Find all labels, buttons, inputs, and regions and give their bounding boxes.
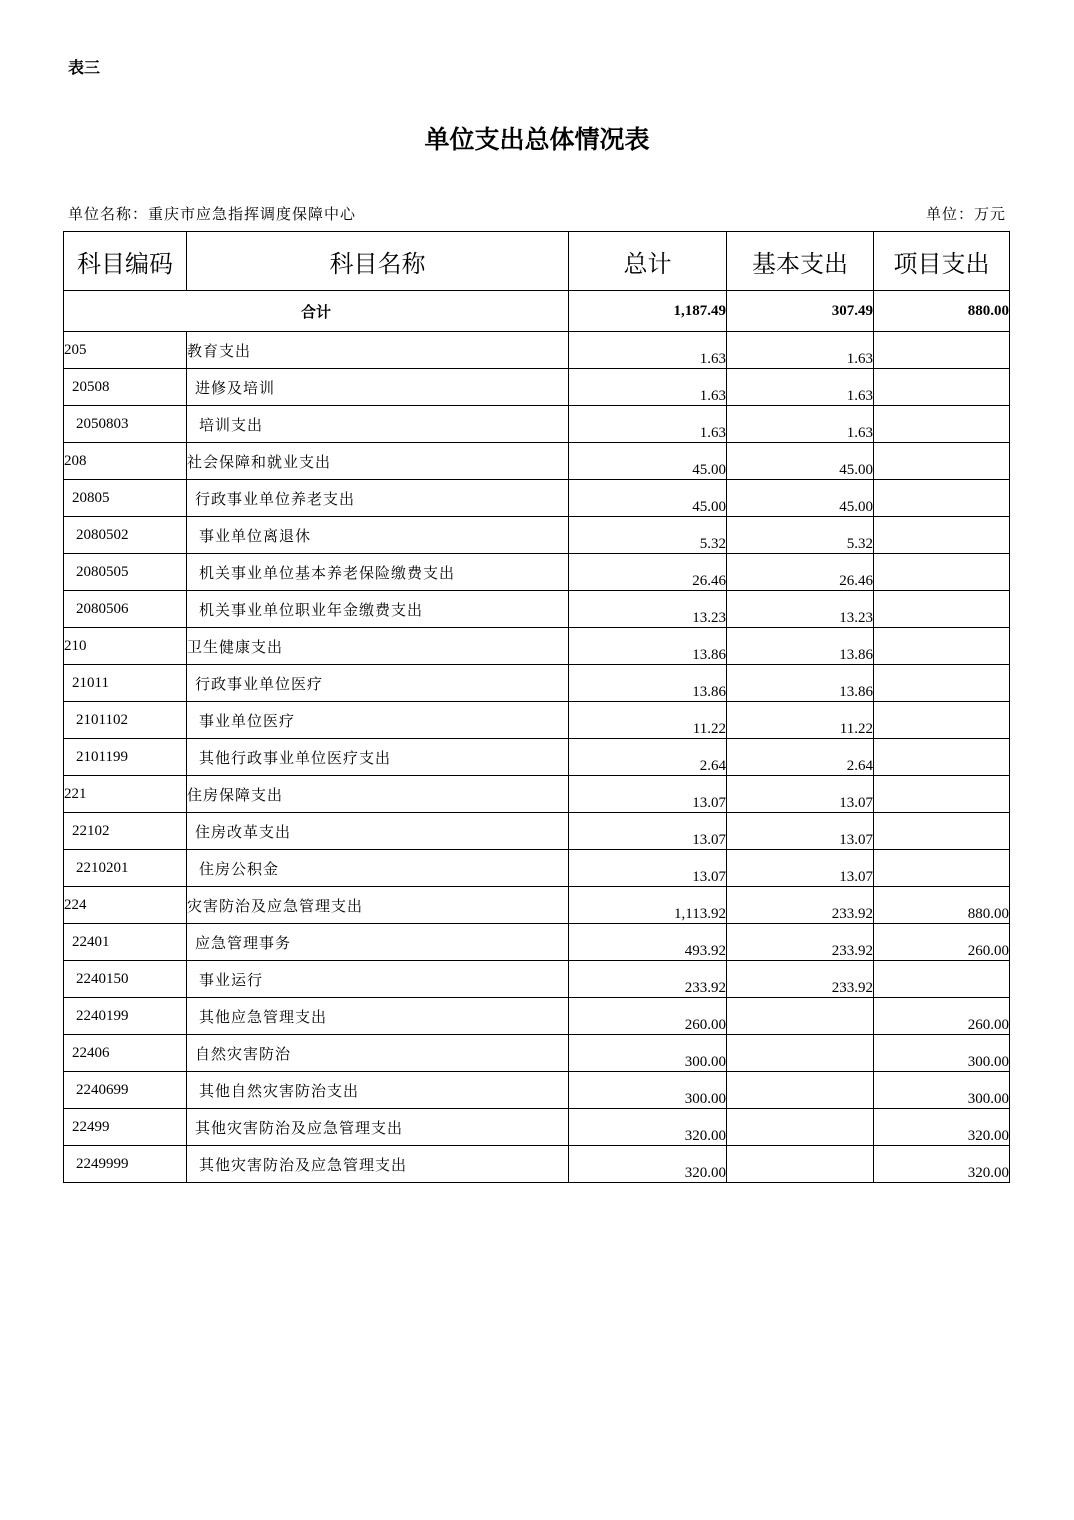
column-header-code: 科目编码	[64, 232, 187, 291]
row-total: 45.00	[569, 480, 727, 517]
row-project: 320.00	[874, 1109, 1010, 1146]
row-total: 13.23	[569, 591, 727, 628]
row-name: 其他应急管理支出	[187, 998, 569, 1035]
unit-label: 单位：万元	[925, 205, 1006, 223]
row-basic	[727, 1109, 874, 1146]
row-total: 1.63	[569, 369, 727, 406]
table-row	[64, 998, 1010, 1035]
row-basic: 26.46	[727, 554, 874, 591]
row-name: 培训支出	[187, 406, 569, 443]
row-total: 13.07	[569, 850, 727, 887]
row-code: 20805	[64, 480, 187, 517]
table-row	[64, 739, 1010, 776]
row-name: 事业运行	[187, 961, 569, 998]
row-basic: 45.00	[727, 480, 874, 517]
row-total: 26.46	[569, 554, 727, 591]
row-total: 2.64	[569, 739, 727, 776]
row-project	[874, 443, 1010, 480]
row-name: 教育支出	[187, 332, 569, 369]
row-name: 其他灾害防治及应急管理支出	[187, 1109, 569, 1146]
row-project: 880.00	[874, 887, 1010, 924]
row-code: 224	[64, 887, 187, 924]
row-basic: 45.00	[727, 443, 874, 480]
row-code: 22499	[64, 1109, 187, 1146]
table-row	[64, 628, 1010, 665]
column-header-project: 项目支出	[874, 232, 1010, 291]
row-total: 13.07	[569, 813, 727, 850]
row-code: 22406	[64, 1035, 187, 1072]
total-row	[64, 291, 1010, 332]
row-code: 20508	[64, 369, 187, 406]
row-code: 2080505	[64, 554, 187, 591]
table-row	[64, 924, 1010, 961]
row-name: 事业单位离退休	[187, 517, 569, 554]
row-project: 300.00	[874, 1072, 1010, 1109]
row-project	[874, 517, 1010, 554]
row-code: 21011	[64, 665, 187, 702]
row-project	[874, 369, 1010, 406]
row-basic	[727, 1146, 874, 1183]
row-name: 住房改革支出	[187, 813, 569, 850]
table-row	[64, 850, 1010, 887]
table-row	[64, 665, 1010, 702]
row-basic	[727, 1072, 874, 1109]
row-code: 2080502	[64, 517, 187, 554]
table-row	[64, 887, 1010, 924]
row-project: 320.00	[874, 1146, 1010, 1183]
total-project: 880.00	[874, 291, 1010, 332]
row-basic: 13.07	[727, 813, 874, 850]
table-label: 表三	[68, 58, 101, 77]
row-code: 2240150	[64, 961, 187, 998]
row-name: 社会保障和就业支出	[187, 443, 569, 480]
row-basic: 233.92	[727, 924, 874, 961]
table-row	[64, 332, 1010, 369]
row-total: 13.86	[569, 665, 727, 702]
row-code: 22401	[64, 924, 187, 961]
row-code: 205	[64, 332, 187, 369]
table-row	[64, 1109, 1010, 1146]
row-basic: 233.92	[727, 887, 874, 924]
table-row	[64, 517, 1010, 554]
table-row	[64, 776, 1010, 813]
table-row	[64, 961, 1010, 998]
row-name: 应急管理事务	[187, 924, 569, 961]
row-total: 1.63	[569, 332, 727, 369]
row-total: 13.86	[569, 628, 727, 665]
table-row	[64, 554, 1010, 591]
row-code: 2101102	[64, 702, 187, 739]
row-project	[874, 480, 1010, 517]
row-name: 住房保障支出	[187, 776, 569, 813]
row-total: 260.00	[569, 998, 727, 1035]
row-total: 1.63	[569, 406, 727, 443]
row-total: 300.00	[569, 1035, 727, 1072]
row-basic: 13.86	[727, 628, 874, 665]
row-name: 灾害防治及应急管理支出	[187, 887, 569, 924]
row-name: 自然灾害防治	[187, 1035, 569, 1072]
row-project	[874, 591, 1010, 628]
row-total: 5.32	[569, 517, 727, 554]
table-row	[64, 813, 1010, 850]
table-row	[64, 406, 1010, 443]
row-basic: 13.86	[727, 665, 874, 702]
row-basic: 1.63	[727, 406, 874, 443]
table-row	[64, 480, 1010, 517]
row-code: 2249999	[64, 1146, 187, 1183]
unit-name: 单位名称：重庆市应急指挥调度保障中心	[68, 205, 357, 223]
row-basic: 1.63	[727, 369, 874, 406]
row-code: 2101199	[64, 739, 187, 776]
row-basic: 5.32	[727, 517, 874, 554]
row-code: 2080506	[64, 591, 187, 628]
row-basic	[727, 1035, 874, 1072]
row-basic: 13.07	[727, 850, 874, 887]
row-name: 卫生健康支出	[187, 628, 569, 665]
row-project	[874, 961, 1010, 998]
row-total: 300.00	[569, 1072, 727, 1109]
row-name: 其他灾害防治及应急管理支出	[187, 1146, 569, 1183]
row-code: 2050803	[64, 406, 187, 443]
row-total: 320.00	[569, 1146, 727, 1183]
row-name: 行政事业单位医疗	[187, 665, 569, 702]
row-code: 2240199	[64, 998, 187, 1035]
row-total: 11.22	[569, 702, 727, 739]
row-basic: 233.92	[727, 961, 874, 998]
row-project	[874, 665, 1010, 702]
row-name: 机关事业单位职业年金缴费支出	[187, 591, 569, 628]
row-code: 208	[64, 443, 187, 480]
row-code: 221	[64, 776, 187, 813]
row-project	[874, 554, 1010, 591]
table-header-row	[64, 232, 1010, 291]
row-project	[874, 406, 1010, 443]
row-project	[874, 332, 1010, 369]
total-total: 1,187.49	[569, 291, 727, 332]
page-title: 单位支出总体情况表	[424, 125, 650, 154]
row-basic: 1.63	[727, 332, 874, 369]
row-total: 13.07	[569, 776, 727, 813]
row-total: 233.92	[569, 961, 727, 998]
row-project: 300.00	[874, 1035, 1010, 1072]
table-row	[64, 702, 1010, 739]
row-project: 260.00	[874, 924, 1010, 961]
row-project: 260.00	[874, 998, 1010, 1035]
table-row	[64, 1035, 1010, 1072]
table-row	[64, 443, 1010, 480]
row-code: 2240699	[64, 1072, 187, 1109]
column-header-name: 科目名称	[187, 232, 569, 291]
table-row	[64, 1146, 1010, 1183]
row-code: 2210201	[64, 850, 187, 887]
column-header-basic: 基本支出	[727, 232, 874, 291]
column-header-total: 总计	[569, 232, 727, 291]
row-basic: 2.64	[727, 739, 874, 776]
row-name: 其他行政事业单位医疗支出	[187, 739, 569, 776]
table-row	[64, 1072, 1010, 1109]
row-name: 其他自然灾害防治支出	[187, 1072, 569, 1109]
row-name: 进修及培训	[187, 369, 569, 406]
row-basic: 11.22	[727, 702, 874, 739]
row-project	[874, 628, 1010, 665]
table-row	[64, 369, 1010, 406]
row-name: 机关事业单位基本养老保险缴费支出	[187, 554, 569, 591]
total-basic: 307.49	[727, 291, 874, 332]
expenditure-table	[63, 231, 1010, 1183]
row-project	[874, 739, 1010, 776]
table-row	[64, 591, 1010, 628]
row-project	[874, 813, 1010, 850]
row-total: 320.00	[569, 1109, 727, 1146]
row-total: 45.00	[569, 443, 727, 480]
row-project	[874, 850, 1010, 887]
row-name: 住房公积金	[187, 850, 569, 887]
row-name: 行政事业单位养老支出	[187, 480, 569, 517]
row-name: 事业单位医疗	[187, 702, 569, 739]
row-code: 22102	[64, 813, 187, 850]
row-basic: 13.23	[727, 591, 874, 628]
row-basic: 13.07	[727, 776, 874, 813]
row-project	[874, 702, 1010, 739]
row-total: 1,113.92	[569, 887, 727, 924]
row-total: 493.92	[569, 924, 727, 961]
row-project	[874, 776, 1010, 813]
row-code: 210	[64, 628, 187, 665]
row-basic	[727, 998, 874, 1035]
total-label: 合计	[64, 291, 569, 332]
